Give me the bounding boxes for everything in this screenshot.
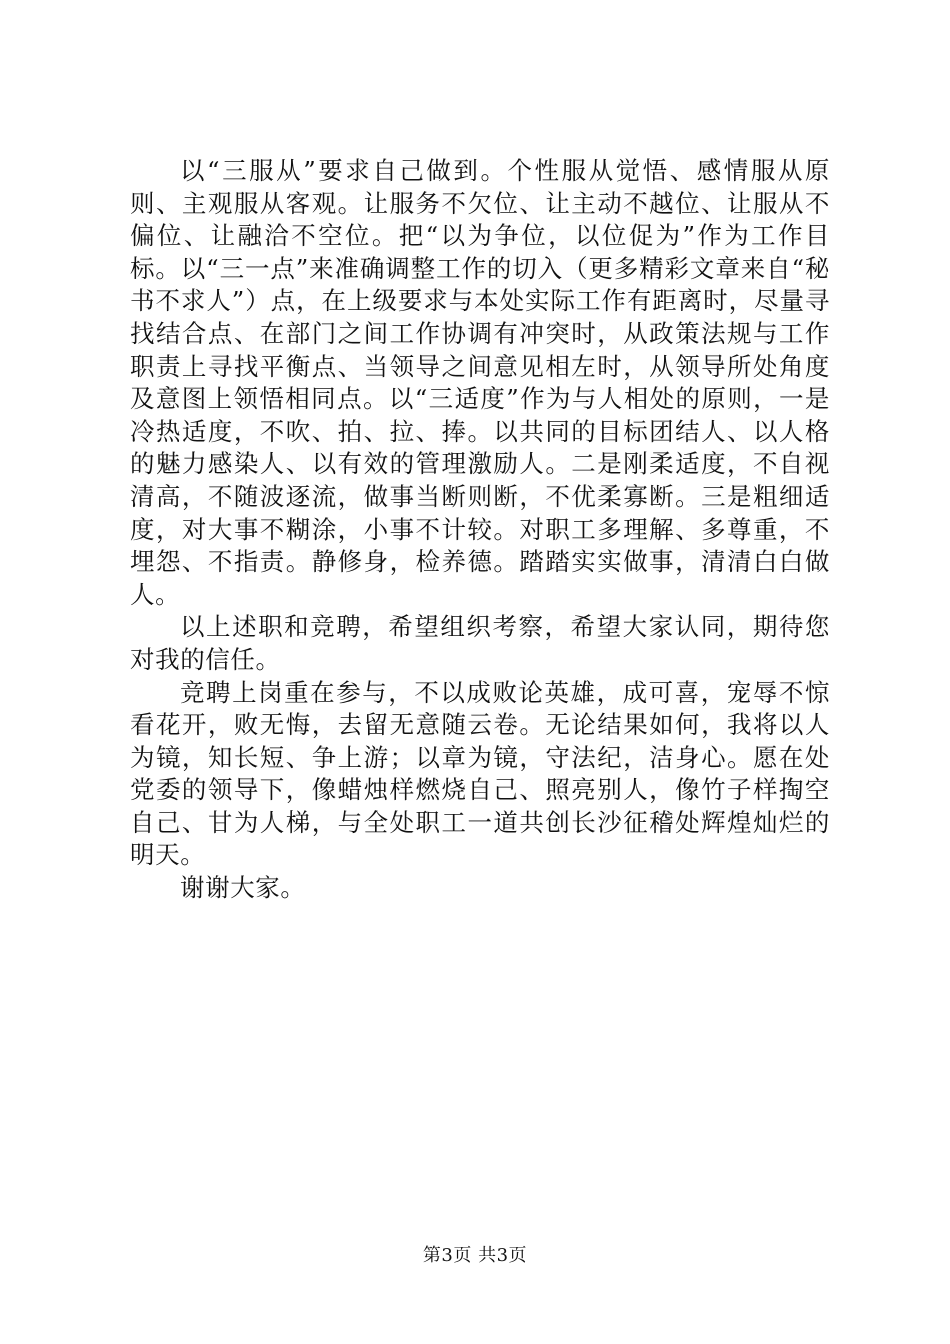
page-number-footer: 第3页 共3页 (422, 1245, 528, 1266)
paragraph-principles: 以“三服从”要求自己做到。个性服从觉悟、感情服从原则、主观服从客观。让服务不欠位、让主动不越位、让服从不偏位、让融洽不空位。把“以为争位，以位促为”作为工作目标。以“三一点”来准确调整工作的切入（更多精彩文章来自“秘书不求人”）点，在上级要求与本处实际工作有距离时，尽量寻找结合点、在部门之间工作协调有冲突时，从政策法规与工作职责上寻找平衡点、当领导之间意见相左时，从领导所处角度及意图上领悟相同点。以“三适度”作为与人相处的原则，一是冷热适度，不吹、拍、拉、捧。以共同的目标团结人、以人格的魅力感染人、以有效的管理激励人。二是刚柔适度，不自视清高，不随波逐流，做事当断则断，不优柔寡断。三是粗细适度，对大事不糊涂，小事不计较。对职工多理解、多尊重，不埋怨、不指责。静修身，检养德。踏踏实实做事，清清白白做人。 (130, 156, 830, 609)
paragraph-commitment: 竞聘上岗重在参与，不以成败论英雄，成可喜，宠辱不惊看花开，败无悔，去留无意随云卷。无论结果如何，我将以人为镜，知长短、争上游；以章为镜，守法纪，洁身心。愿在处党委的领导下，像蜡烛样燃烧自己、照亮别人，像竹子样掏空自己、甘为人梯，与全处职工一道共创长沙征稽处辉煌灿烂的明天。 (130, 677, 830, 870)
paragraph-closing-request: 以上述职和竞聘，希望组织考察，希望大家认同，期待您对我的信任。 (130, 612, 830, 674)
paragraph-thanks: 谢谢大家。 (180, 873, 306, 903)
document-body (130, 155, 830, 905)
